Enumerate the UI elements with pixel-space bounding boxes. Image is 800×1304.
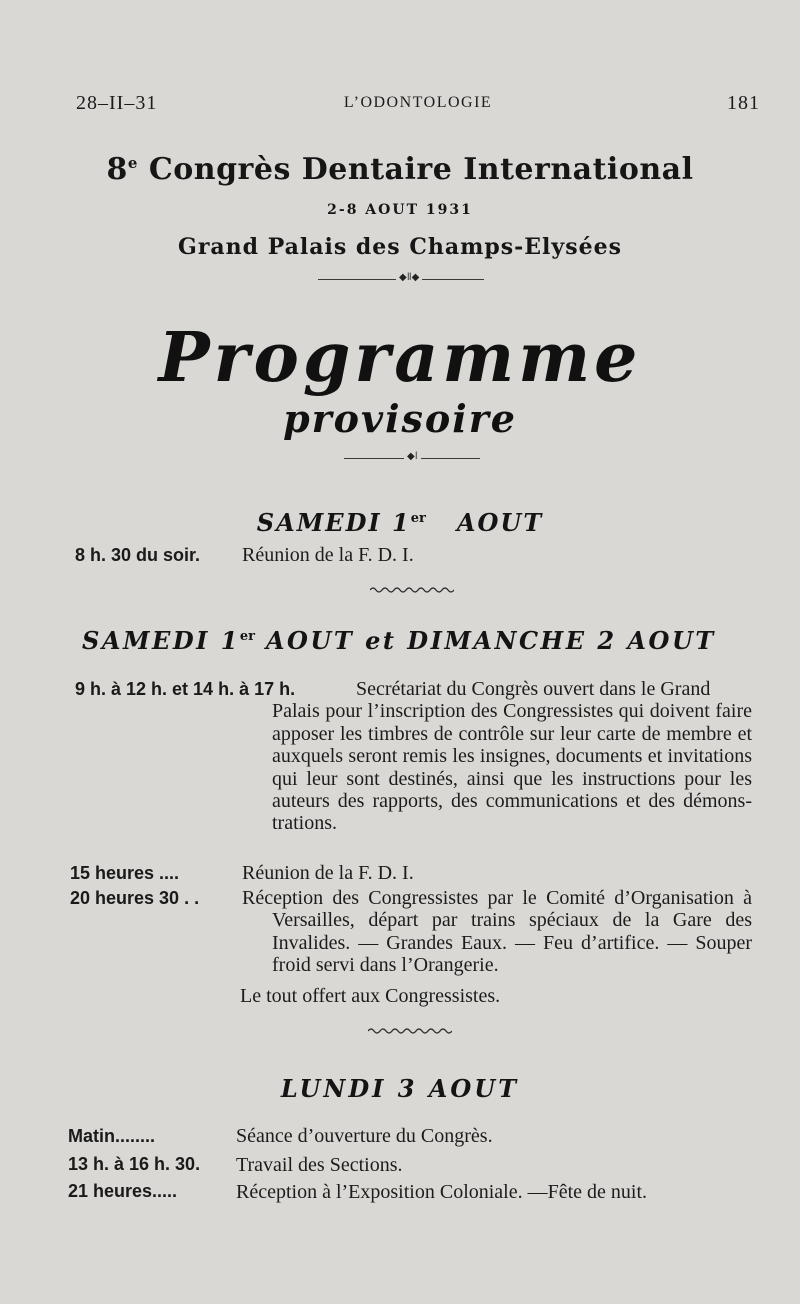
title-number: 8 — [106, 152, 128, 187]
heading-pre: SAMEDI 1 — [256, 508, 411, 537]
section-heading-saturday-sunday — [82, 626, 742, 655]
ornament-glyph-2: ◆ǀ — [404, 452, 421, 462]
entry-time: 9 h. à 12 h. et 14 h. à 17 h. — [75, 679, 296, 699]
section-heading-saturday — [0, 508, 800, 537]
running-head — [76, 92, 760, 122]
entry-time: 20 heures 30 . . — [70, 888, 200, 908]
entry-text — [242, 887, 752, 977]
heading-pre: SAMEDI 1 — [82, 626, 240, 655]
entry-text: Séance d’ouverture du Congrès. — [236, 1125, 493, 1147]
wavy-divider-1 — [370, 586, 454, 594]
entry-time: 8 h. 30 du soir. — [75, 545, 201, 565]
entry-text-continued: Palais pour l’inscription des Congressistes qui doivent faire apposer les timbres de contrôle sur leur carte de membre et auxquels seront remis les insignes, documents et invitations qui leur sont destinés, ainsi que les instructions pour les auteurs des rapports, des communications et des démonstrations. — [272, 700, 752, 835]
heading-sup: er — [410, 511, 426, 526]
entry-time: 13 h. à 16 h. 30. — [68, 1154, 201, 1174]
entry-text: Réunion de la F. D. I. — [242, 544, 414, 566]
congress-dates: 2-8 AOUT 1931 — [327, 202, 473, 218]
ornament-glyph-1: ◆ǁ◆ — [396, 273, 422, 283]
entry-text-line1: Secrétariat du Congrès ouvert dans le Grand — [356, 678, 711, 700]
entry-text: Réunion de la F. D. I. — [242, 862, 414, 884]
heading-sup: er — [239, 629, 256, 644]
entry-time: 15 heures .... — [70, 863, 180, 883]
section-heading-monday: LUNDI 3 AOUT — [280, 1074, 520, 1103]
congress-venue: Grand Palais des Champs-Elysées — [178, 234, 622, 260]
heading-post: AOUT et DIMANCHE 2 AOUT — [265, 626, 716, 655]
heading-post: AOUT — [456, 508, 544, 537]
page-number: 181 — [727, 92, 760, 114]
congress-title — [0, 152, 800, 187]
journal-name: L’ODONTOLOGIE — [343, 94, 493, 111]
entry-time: Matin........ — [68, 1126, 156, 1146]
issue-date: 28–II–31 — [76, 92, 158, 114]
entry-text-body: Réception des Congressistes par le Comité d’Organisation à Versailles, départ par trains spéciaux de la Gare des Invalides. — Grandes Eaux. — Feu d’artifice. — Souper froid servi dans l’Orangerie. — [242, 887, 752, 977]
wavy-divider-2 — [368, 1027, 452, 1035]
section-note: Le tout offert aux Congressistes. — [240, 985, 501, 1007]
title-rest: Congrès Dentaire International — [148, 152, 694, 187]
programme-subtitle: provisoire — [283, 396, 517, 441]
programme-title: Programme — [158, 318, 642, 398]
title-sup: e — [127, 154, 138, 172]
entry-text: Réception à l’Exposition Coloniale. —Fête de nuit. — [236, 1181, 648, 1203]
entry-time: 21 heures..... — [68, 1181, 178, 1201]
entry-text: Travail des Sections. — [236, 1154, 403, 1176]
